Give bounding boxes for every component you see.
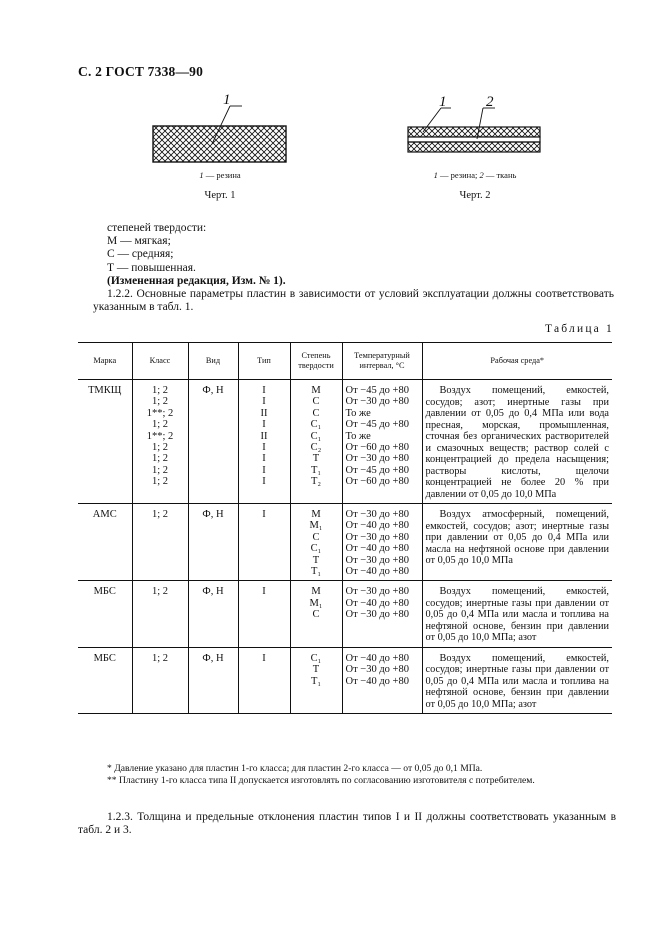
klass-value: 1; 2 [151, 509, 169, 520]
stepen-value: Т₁ [310, 675, 322, 687]
cell-sreda [422, 581, 612, 648]
klass-value: 1; 2 [151, 476, 169, 488]
stepen-value: Т [312, 664, 320, 676]
table-row [78, 380, 612, 504]
figure-1-caption: 1 — резина [199, 170, 241, 180]
temp-value: От −45 до +80 [345, 419, 409, 431]
figure-1 [150, 92, 290, 212]
stepen-value: М [311, 509, 321, 520]
figure-2-leader-number-2: 2 [486, 94, 494, 110]
cell-sreda [422, 647, 612, 714]
table-row [78, 581, 612, 648]
figure-2-leader-number-1: 1 [439, 94, 447, 110]
stepen-value: С₁ [310, 419, 322, 431]
temp-value: От −40 до +80 [345, 597, 409, 609]
temp-value: От −60 до +80 [345, 476, 409, 488]
stepen-value: С [312, 609, 320, 621]
klass-value: 1; 2 [151, 464, 169, 476]
footnote-1: * Давление указано для пластин 1-го класса; для пластин 2-го класса — от 0,05 до 0,1 МПа. [107, 763, 483, 774]
klass-value: 1; 2 [151, 652, 169, 664]
cell-stepen [290, 504, 342, 581]
temp-value: От −30 до +80 [345, 396, 409, 408]
hardness-intro: степеней твердости: [107, 222, 207, 234]
klass-value: 1; 2 [151, 385, 169, 396]
page-header: С. 2 ГОСТ 7338—90 [78, 64, 204, 79]
col-header-klass: Класс [132, 343, 188, 380]
klass-value: 1**; 2 [146, 407, 174, 419]
paragraph-1-2-2: 1.2.2. Основные параметры пластин в зависимости от условий эксплуатации должны соответствовать указанным в табл. 1. [93, 288, 614, 314]
cell-stepen [290, 647, 342, 714]
tip-value: I [262, 509, 266, 520]
cell-vid: Ф, Н [188, 504, 238, 581]
table-body [78, 380, 612, 714]
cell-marka: ТМКЩ [78, 380, 132, 504]
cell-klass [132, 504, 188, 581]
table-row [78, 647, 612, 714]
tip-value: I [262, 652, 266, 664]
stepen-value: М₁ [309, 597, 323, 609]
working-medium-text: Воздух помещений, емкостей, сосудов; азот; инертные газы при давлении от 0,05 до 0,4 МПа или вода пресная, морская, промышленная, сточная без органических растворителей и смазочных веществ; раствор солей с концентрацией до предела насыщения; растворы кислоты, щелочи концентрацией не более 20 % при давлении от 0,05 до 10,0 МПа [425, 385, 609, 500]
temp-value: От −45 до +80 [345, 464, 409, 476]
temp-value: От −40 до +80 [345, 520, 409, 532]
figure-2-drawing [405, 92, 545, 164]
table-header-row [78, 343, 612, 380]
klass-value: 1; 2 [151, 419, 169, 431]
footnote-2: ** Пластину 1-го класса типа II допускается изготовлять по согласованию изготовителя с потребителем. [107, 775, 535, 786]
tip-value: I [262, 464, 266, 476]
cell-sreda [422, 380, 612, 504]
stepen-value: С₂ [310, 442, 322, 454]
tip-value: I [262, 385, 266, 396]
table-1 [78, 342, 612, 714]
table-row [78, 504, 612, 581]
cell-klass [132, 380, 188, 504]
col-header-sreda: Рабочая среда* [422, 343, 612, 380]
col-header-marka: Марка [78, 343, 132, 380]
cell-temp [342, 581, 422, 648]
figure-2-caption: 1 — резина; 2 — ткань [433, 170, 517, 180]
temp-value: От −30 до +80 [345, 509, 409, 520]
cell-temp [342, 380, 422, 504]
temp-value: То же [345, 430, 371, 442]
working-medium-text: Воздух атмосферный, помещений, емкостей, сосудов; азот; инертные газы при давлении от 0,05 до 0,4 МПа или масла на нефтяной основе при давлении от 0,05 до 10,0 МПа [425, 509, 609, 566]
stepen-value: Т₂ [310, 476, 322, 488]
tip-value: II [260, 407, 268, 419]
cell-marka: МБС [78, 647, 132, 714]
cell-klass [132, 581, 188, 648]
hardness-item: С — средняя; [107, 248, 174, 261]
cell-marka: МБС [78, 581, 132, 648]
figure-2 [405, 92, 545, 212]
cell-tip [238, 647, 290, 714]
figure-1-leader-number: 1 [223, 92, 231, 108]
stepen-value: М [311, 586, 321, 598]
stepen-value: С [312, 407, 320, 419]
temp-value: От −30 до +80 [345, 531, 409, 543]
paragraph-1-2-3: 1.2.3. Толщина и предельные отклонения пластин типов I и II должны соответствовать указанным в табл. 2 и 3. [78, 811, 616, 837]
stepen-value: С₁ [310, 430, 322, 442]
cell-vid: Ф, Н [188, 380, 238, 504]
stepen-value: Т [312, 453, 320, 465]
stepen-value: М₁ [309, 520, 323, 532]
cell-marka: АМС [78, 504, 132, 581]
temp-value: От −40 до +80 [345, 675, 409, 687]
col-header-stepen: Степень твердости [290, 343, 342, 380]
tip-value: I [262, 419, 266, 431]
cell-temp [342, 647, 422, 714]
stepen-value: С₁ [310, 652, 322, 664]
stepen-value: С [312, 396, 320, 408]
tip-value: I [262, 442, 266, 454]
cell-sreda [422, 504, 612, 581]
temp-value: От −30 до +80 [345, 554, 409, 566]
temp-value: От −30 до +80 [345, 453, 409, 465]
temp-value: От −30 до +80 [345, 664, 409, 676]
stepen-value: Т [312, 554, 320, 566]
revision-note: (Измененная редакция, Изм. № 1). [107, 274, 286, 287]
klass-value: 1; 2 [151, 396, 169, 408]
working-medium-text: Воздух помещений, емкостей, сосудов; инертные газы при давлении от 0,05 до 0,4 МПа или масла и топлива на нефтяной основе, бензин при давлении от 0,05 до 10,0 МПа; азот [425, 652, 609, 710]
klass-value: 1**; 2 [146, 430, 174, 442]
col-header-temp: Температурный интервал, °С [342, 343, 422, 380]
temp-value: От −60 до +80 [345, 442, 409, 454]
figure-1-title: Черт. 1 [204, 190, 236, 201]
col-header-vid: Вид [188, 343, 238, 380]
cell-tip [238, 504, 290, 581]
cell-klass [132, 647, 188, 714]
stepen-value: М [311, 385, 321, 396]
stepen-value: Т₁ [310, 464, 322, 476]
cell-tip [238, 380, 290, 504]
temp-value: От −40 до +80 [345, 652, 409, 664]
hardness-block [107, 222, 607, 288]
temp-value: От −40 до +80 [345, 543, 409, 555]
cell-stepen [290, 581, 342, 648]
stepen-value: С₁ [310, 543, 322, 555]
temp-value: От −30 до +80 [345, 609, 409, 621]
temp-value: От −40 до +80 [345, 566, 409, 578]
hardness-item: М — мягкая; [107, 235, 171, 248]
cell-temp [342, 504, 422, 581]
tip-value: I [262, 396, 266, 408]
temp-value: От −45 до +80 [345, 385, 409, 396]
tip-value: I [262, 476, 266, 488]
stepen-value: С [312, 531, 320, 543]
temp-value: От −30 до +80 [345, 586, 409, 598]
cell-tip [238, 581, 290, 648]
tip-value: II [260, 430, 268, 442]
figure-1-drawing [150, 92, 290, 164]
hardness-item: Т — повышенная. [107, 261, 196, 274]
klass-value: 1; 2 [151, 586, 169, 598]
temp-value: То же [345, 407, 371, 419]
tip-value: I [262, 453, 266, 465]
tip-value: I [262, 586, 266, 598]
cell-vid: Ф, Н [188, 647, 238, 714]
working-medium-text: Воздух помещений, емкостей, сосудов; инертные газы при давлении от 0,05 до 0,4 МПа или масла и топлива на нефтяной основе, бензин при давлении от 0,05 до 10,0 МПа; азот [425, 586, 609, 644]
col-header-tip: Тип [238, 343, 290, 380]
table-label: Таблица 1 [545, 323, 614, 335]
stepen-value: Т₁ [310, 566, 322, 578]
cell-stepen [290, 380, 342, 504]
cell-vid: Ф, Н [188, 581, 238, 648]
figure-2-title: Черт. 2 [459, 190, 491, 201]
klass-value: 1; 2 [151, 442, 169, 454]
klass-value: 1; 2 [151, 453, 169, 465]
